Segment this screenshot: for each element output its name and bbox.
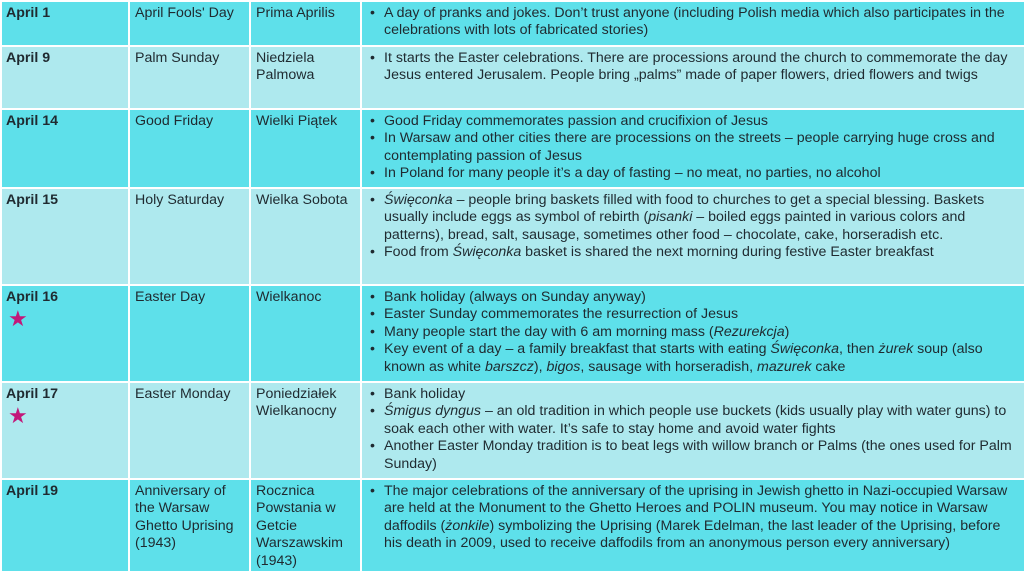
date-cell	[1, 188, 129, 285]
description-list	[370, 386, 1022, 473]
description-item	[370, 289, 1022, 306]
description-cell	[361, 285, 1024, 382]
holiday-name: April Fools' Day	[129, 1, 250, 46]
polish-name: Prima Aprilis	[250, 1, 361, 46]
description-item	[370, 438, 1022, 473]
polish-term: barszcz	[484, 358, 534, 375]
description-text: basket is shared the next morning during festive Easter breakfast	[521, 244, 934, 261]
description-text: Bank holiday (always on Sunday anyway)	[384, 289, 646, 305]
date-label: April 16	[6, 289, 59, 305]
description-item	[370, 165, 1022, 182]
date-cell	[1, 479, 129, 572]
description-item	[370, 5, 1022, 40]
description-item	[370, 324, 1022, 341]
description-text: Food from	[384, 244, 453, 261]
description-cell	[361, 479, 1024, 572]
description-list	[370, 113, 1022, 183]
date-label: April 17	[6, 386, 59, 402]
polish-name: Wielki Piątek	[250, 109, 361, 188]
table-row	[1, 285, 1024, 382]
description-list	[370, 50, 1022, 85]
holiday-name: Palm Sunday	[129, 46, 250, 109]
polish-term: Święconka	[452, 244, 522, 261]
description-text: ),	[533, 358, 547, 375]
description-text: In Warsaw and other cities there are processions on the streets – people carrying huge cross and contemplating passion of Jesus	[384, 130, 995, 164]
description-cell	[361, 382, 1024, 479]
date-cell	[1, 382, 129, 479]
description-item	[370, 130, 1022, 165]
description-text: Many people start the day with 6 am morning mass (	[384, 323, 714, 340]
description-item	[370, 306, 1022, 323]
description-text: soup (also known as white	[384, 341, 983, 375]
description-item	[370, 341, 1022, 376]
polish-term: pisanki	[648, 209, 693, 226]
polish-term: Święconka	[770, 341, 840, 358]
description-text: Good Friday commemorates passion and crucifixion of Jesus	[384, 113, 769, 129]
table-row	[1, 188, 1024, 285]
date-label: April 9	[6, 50, 51, 66]
description-list	[370, 5, 1022, 40]
table-row	[1, 479, 1024, 572]
description-item	[370, 483, 1022, 553]
polish-term: mazurek	[757, 358, 812, 375]
description-text: – boiled eggs painted in various colors and patterns), bread, salt, sausage, sometimes other food – chocolate, cake, horseradish etc.	[384, 209, 966, 243]
date-cell	[1, 46, 129, 109]
polish-name: Rocznica Powstania w Getcie Warszawskim (1943)	[250, 479, 361, 572]
polish-name: Wielka Sobota	[250, 188, 361, 285]
polish-name: Wielkanoc	[250, 285, 361, 382]
description-text: )	[784, 323, 790, 340]
description-list	[370, 192, 1022, 262]
description-list	[370, 483, 1022, 553]
description-item	[370, 192, 1022, 244]
polish-name: Poniedziałek Wielkanocny	[250, 382, 361, 479]
polish-term: Rezurekcja	[713, 323, 785, 340]
description-text: Easter Sunday commemorates the resurrection of Jesus	[384, 306, 739, 323]
bank-holiday-star-icon: ★	[8, 403, 28, 429]
holiday-name: Easter Day	[129, 285, 250, 382]
polish-term: Śmigus dyngus	[384, 403, 481, 420]
date-label: April 1	[6, 5, 51, 21]
description-item	[370, 403, 1022, 438]
table-row	[1, 382, 1024, 479]
description-item	[370, 50, 1022, 85]
description-cell	[361, 46, 1024, 109]
description-text: A day of pranks and jokes. Don’t trust anyone (including Polish media which also participates in the celebrations with lots of fabricated stories)	[384, 5, 1005, 39]
holiday-name: Anniversary of the Warsaw Ghetto Uprising (1943)	[129, 479, 250, 572]
table-row	[1, 46, 1024, 109]
date-cell	[1, 109, 129, 188]
bank-holiday-star-icon: ★	[8, 306, 28, 332]
description-item	[370, 244, 1022, 261]
description-text: Key event of a day – a family breakfast that starts with eating	[384, 341, 771, 358]
description-text: – an old tradition in which people use buckets (kids usually play with water guns) to soak each other with water. It’s safe to stay home and avoid water fights	[384, 403, 1007, 437]
polish-term: żonkile	[445, 517, 490, 534]
date-cell	[1, 285, 129, 382]
description-cell	[361, 188, 1024, 285]
holiday-name: Holy Saturday	[129, 188, 250, 285]
description-text: , sausage with horseradish,	[580, 358, 758, 375]
description-list	[370, 289, 1022, 376]
description-item	[370, 113, 1022, 130]
date-cell	[1, 1, 129, 46]
description-text: ) symbolizing the Uprising (Marek Edelman, the last leader of the Uprising, before his death in 2009, used to receive daffodils from an anonymous person every anniversary)	[384, 517, 1001, 552]
description-text: cake	[811, 358, 846, 375]
description-text: In Poland for many people it’s a day of fasting – no meat, no parties, no alcohol	[384, 165, 881, 182]
description-cell	[361, 109, 1024, 188]
description-text: It starts the Easter celebrations. There are processions around the church to commemorate the day Jesus entered Jerusalem. People bring „palms” made of paper flowers, dried flowers and twigs	[384, 50, 1008, 84]
date-label: April 14	[6, 113, 59, 129]
description-item	[370, 386, 1022, 403]
description-text: The major celebrations of the anniversary of the uprising in Jewish ghetto in Nazi-occupied Warsaw are held at the Monument to the Ghetto Heroes and POLIN museum. You may notice in Warsaw daffodils (	[384, 483, 1008, 534]
holiday-name: Easter Monday	[129, 382, 250, 479]
polish-term: Święconka	[384, 192, 453, 208]
polish-term: bigos	[546, 358, 581, 375]
table-row	[1, 109, 1024, 188]
date-label: April 19	[6, 483, 59, 499]
description-text: Bank holiday	[384, 386, 466, 402]
polish-term: żurek	[878, 341, 914, 358]
description-text: , then	[839, 341, 879, 358]
holiday-name: Good Friday	[129, 109, 250, 188]
date-label: April 15	[6, 192, 59, 208]
polish-name: Niedziela Palmowa	[250, 46, 361, 109]
description-cell	[361, 1, 1024, 46]
description-text: – people bring baskets filled with food to churches to get a special blessing. Baskets usually include eggs as symbol of rebirth (	[384, 192, 985, 226]
description-text: Another Easter Monday tradition is to beat legs with willow branch or Palms (the ones used for Palm Sunday)	[384, 438, 1012, 472]
table-row	[1, 1, 1024, 46]
